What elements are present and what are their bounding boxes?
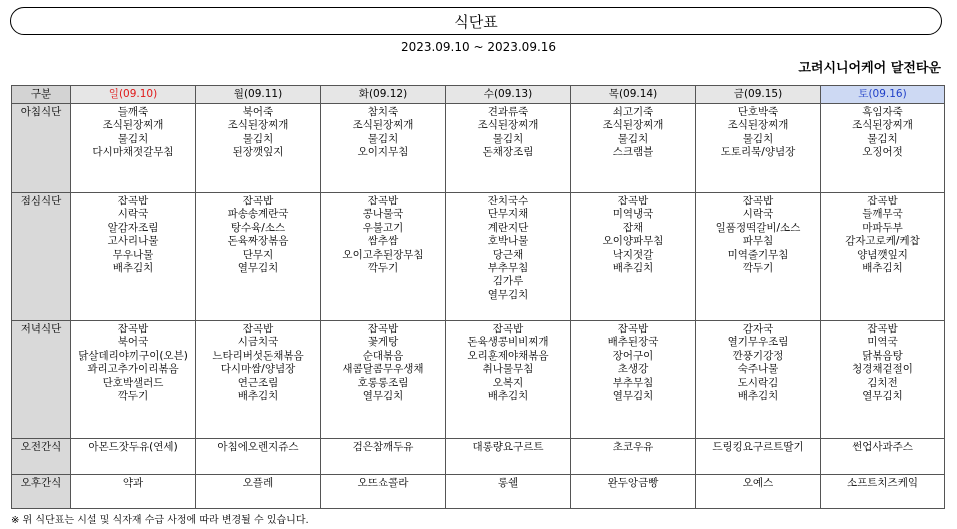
menu-item: 참치죽	[367, 106, 399, 118]
menu-item: 호롱롱조림	[357, 376, 409, 389]
meal-label: 오전간식	[12, 439, 71, 475]
day-name: 토	[858, 87, 869, 100]
menu-item: 오이양파무침	[602, 235, 664, 248]
day-date: (09.15)	[743, 87, 783, 100]
menu-item: 물김치	[492, 132, 524, 145]
menu-item: 열기무우조림	[727, 336, 789, 349]
menu-item: 오리훈제야채볶음	[467, 349, 549, 362]
menu-item: 미역냉국	[612, 208, 654, 221]
menu-item: 오징어젓	[862, 146, 903, 159]
menu-table	[11, 85, 945, 509]
facility-name: 고려시니어케어 달전타운	[798, 61, 941, 76]
dinner-row	[12, 321, 945, 439]
menu-item: 감자고로케/케찹	[845, 235, 920, 248]
menu-cell	[321, 321, 446, 439]
menu-item: 시락국	[117, 208, 149, 221]
menu-cell	[446, 193, 571, 321]
menu-item: 완두앙금빵	[607, 477, 659, 489]
menu-item: 돈육생콩비비찌개	[467, 336, 549, 349]
menu-item: 초생강	[617, 363, 649, 376]
meal-label: 저녁식단	[12, 321, 71, 439]
menu-item: 단호박죽	[737, 106, 779, 118]
menu-item: 순대볶음	[362, 349, 404, 362]
menu-item: 물김치	[742, 132, 774, 145]
day-date: (09.10)	[118, 87, 158, 100]
menu-item: 초코우유	[612, 441, 654, 453]
menu-item: 잡곡밥	[242, 195, 274, 207]
menu-item: 쇠고기죽	[612, 106, 654, 118]
menu-item: 배추김치	[487, 390, 529, 403]
menu-item: 북어국	[117, 336, 149, 349]
menu-item: 쌈추쌈	[367, 235, 399, 248]
menu-item: 오뜨쇼콜라	[357, 477, 409, 489]
menu-item: 단호박샐러드	[102, 376, 164, 389]
menu-item: 잡곡밥	[367, 195, 399, 207]
menu-item: 잡곡밥	[867, 323, 898, 335]
menu-item: 잔치국수	[487, 195, 529, 207]
menu-item: 파송송계란국	[227, 208, 289, 221]
menu-item: 단무지	[242, 248, 274, 261]
menu-item: 썬업사과주스	[852, 441, 913, 453]
menu-item: 물김치	[367, 132, 399, 145]
menu-item: 부추무침	[612, 376, 654, 389]
menu-cell	[696, 321, 821, 439]
menu-item: 낙지젓갈	[612, 248, 654, 261]
menu-item: 단무지채	[487, 208, 529, 221]
menu-item: 들깨무국	[862, 208, 903, 221]
menu-item: 열무김치	[362, 390, 404, 403]
menu-item: 조식된장찌개	[727, 119, 789, 132]
menu-item: 다시마채젓갈무침	[92, 146, 174, 159]
day-header-wed	[446, 86, 571, 104]
menu-cell	[446, 321, 571, 439]
day-name: 화	[358, 87, 369, 100]
menu-item: 김치전	[867, 376, 898, 389]
day-name: 금	[733, 87, 744, 100]
day-header-tue	[321, 86, 446, 104]
menu-cell	[696, 104, 821, 193]
menu-item: 아침에오렌지쥬스	[217, 441, 299, 453]
menu-item: 열무김치	[612, 390, 654, 403]
menu-item: 취나물무침	[482, 363, 534, 376]
menu-cell	[196, 193, 321, 321]
menu-item: 시락국	[742, 208, 774, 221]
day-name: 목	[608, 87, 619, 100]
menu-cell	[571, 475, 696, 509]
menu-item: 무우나물	[112, 248, 154, 261]
menu-cell	[571, 439, 696, 475]
menu-item: 꽈리고추가이리볶음	[87, 363, 179, 376]
menu-cell	[446, 439, 571, 475]
menu-item: 깍두기	[117, 390, 149, 403]
day-date: (09.16)	[868, 87, 907, 100]
menu-item: 파무침	[742, 235, 774, 248]
header-row	[12, 86, 945, 104]
menu-item: 잡곡밥	[117, 323, 149, 335]
menu-item: 고사리나물	[107, 235, 159, 248]
menu-item: 견과류죽	[487, 106, 529, 118]
menu-item: 꽃게탕	[367, 336, 399, 349]
menu-item: 오이지무침	[357, 146, 409, 159]
menu-cell	[71, 193, 196, 321]
menu-item: 연근조림	[237, 376, 279, 389]
menu-cell	[71, 321, 196, 439]
menu-cell	[71, 475, 196, 509]
menu-item: 오플레	[242, 477, 274, 489]
menu-item: 돈채장조림	[482, 146, 534, 159]
day-date: (09.14)	[618, 87, 658, 100]
menu-cell	[196, 104, 321, 193]
category-header: 구분	[12, 86, 71, 104]
day-name: 수	[483, 87, 494, 100]
menu-cell	[71, 439, 196, 475]
menu-item: 깐풍기강정	[732, 349, 784, 362]
menu-item: 조식된장찌개	[852, 119, 913, 132]
meal-label: 점심식단	[12, 193, 71, 321]
day-header-fri	[696, 86, 821, 104]
menu-item: 콩나물국	[362, 208, 404, 221]
day-header-sun	[71, 86, 196, 104]
menu-cell	[321, 475, 446, 509]
menu-item: 닭살데리야끼구이(오븐)	[78, 349, 188, 362]
day-header-thu	[571, 86, 696, 104]
menu-cell	[321, 193, 446, 321]
menu-item: 잡곡밥	[367, 323, 399, 335]
menu-item: 우불고기	[362, 221, 404, 234]
menu-item: 배추김치	[112, 262, 154, 275]
menu-item: 조식된장찌개	[477, 119, 539, 132]
menu-item: 아몬드잣두유(연세)	[88, 441, 178, 453]
menu-item: 오예스	[742, 477, 774, 489]
menu-cell	[696, 475, 821, 509]
menu-item: 물김치	[867, 132, 898, 145]
menu-item: 조식된장찌개	[102, 119, 164, 132]
menu-cell	[321, 439, 446, 475]
day-header-mon	[196, 86, 321, 104]
title-box	[10, 7, 942, 35]
menu-cell	[821, 193, 945, 321]
menu-item: 당근채	[492, 248, 524, 261]
menu-item: 잡곡밥	[617, 323, 649, 335]
menu-item: 조식된장찌개	[352, 119, 414, 132]
menu-cell	[446, 104, 571, 193]
menu-cell	[821, 475, 945, 509]
menu-item: 양념깻잎지	[857, 248, 908, 261]
menu-item: 북어죽	[242, 106, 274, 118]
menu-item: 느타리버섯돈채볶음	[212, 349, 304, 362]
menu-cell	[571, 321, 696, 439]
menu-item: 약과	[122, 477, 144, 489]
menu-item: 청경채겉절이	[852, 363, 913, 376]
menu-item: 롱쉘	[497, 477, 519, 489]
menu-cell	[696, 439, 821, 475]
menu-cell	[571, 104, 696, 193]
day-date: (09.11)	[243, 87, 283, 100]
menu-item: 탕수육/소스	[230, 221, 286, 234]
menu-cell	[196, 475, 321, 509]
menu-item: 배추김치	[612, 262, 654, 275]
menu-item: 마파두부	[862, 221, 903, 234]
menu-item: 물김치	[242, 132, 274, 145]
menu-item: 숙주나물	[737, 363, 779, 376]
menu-item: 잡곡밥	[867, 195, 898, 207]
menu-item: 스크램블	[612, 146, 654, 159]
menu-item: 배추김치	[737, 390, 779, 403]
menu-item: 깍두기	[742, 262, 774, 275]
menu-item: 도시락김	[737, 376, 779, 389]
menu-item: 미역국	[867, 336, 898, 349]
menu-item: 감자국	[742, 323, 774, 335]
meal-label: 아침식단	[12, 104, 71, 193]
day-name: 월	[233, 87, 244, 100]
menu-item: 열무김치	[237, 262, 279, 275]
date-range: 2023.09.10 ~ 2023.09.16	[400, 40, 557, 54]
menu-cell	[821, 321, 945, 439]
menu-cell	[196, 321, 321, 439]
menu-item: 알감자조림	[107, 221, 159, 234]
menu-cell	[821, 439, 945, 475]
day-header-sat	[821, 86, 945, 104]
menu-cell	[196, 439, 321, 475]
menu-item: 배추된장국	[607, 336, 659, 349]
menu-item: 조식된장찌개	[227, 119, 289, 132]
menu-cell	[821, 104, 945, 193]
menu-item: 대롱량요구르트	[472, 441, 544, 453]
menu-item: 소프트치즈케잌	[846, 477, 918, 489]
menu-cell	[571, 193, 696, 321]
menu-cell	[71, 104, 196, 193]
day-date: (09.12)	[368, 87, 408, 100]
menu-item: 잡곡밥	[742, 195, 774, 207]
pm-snack-row	[12, 475, 945, 509]
menu-item: 잡채	[622, 221, 644, 234]
menu-cell	[696, 193, 821, 321]
menu-item: 물김치	[117, 132, 149, 145]
page-title: 식단표	[454, 12, 498, 31]
menu-item: 된장깻잎지	[232, 146, 284, 159]
menu-cell	[446, 475, 571, 509]
menu-item: 깍두기	[367, 262, 399, 275]
menu-item: 부추무침	[487, 262, 529, 275]
menu-item: 돈육짜장볶음	[227, 235, 289, 248]
menu-item: 검은참깨두유	[352, 441, 414, 453]
menu-item: 도토리묵/양념장	[720, 146, 796, 159]
menu-item: 장어구이	[612, 349, 654, 362]
menu-item: 시금치국	[237, 336, 279, 349]
day-date: (09.13)	[493, 87, 533, 100]
menu-item: 물김치	[617, 132, 649, 145]
menu-item: 계란지단	[487, 221, 529, 234]
menu-item: 잡곡밥	[617, 195, 649, 207]
breakfast-row	[12, 104, 945, 193]
day-name: 일	[108, 87, 119, 100]
lunch-row	[12, 193, 945, 321]
menu-item: 오복지	[492, 376, 524, 389]
menu-item: 다시마쌈/양념장	[220, 363, 296, 376]
meal-label: 오후간식	[12, 475, 71, 509]
menu-item: 열무김치	[487, 288, 529, 301]
menu-item: 잡곡밥	[242, 323, 274, 335]
menu-item: 미역줄기무침	[727, 248, 789, 261]
menu-item: 들깨죽	[117, 106, 149, 118]
menu-item: 드링킹요구르트딸기	[712, 441, 804, 453]
menu-item: 배추김치	[237, 390, 279, 403]
footnote: ※ 위 식단표는 시설 및 식자재 수급 사정에 따라 변경될 수 있습니다.	[11, 515, 309, 526]
menu-item: 잡곡밥	[117, 195, 149, 207]
menu-cell	[321, 104, 446, 193]
menu-item: 열무김치	[862, 390, 903, 403]
menu-item: 오이고추된장무침	[342, 248, 424, 261]
menu-item: 일품정떡갈비/소스	[715, 221, 801, 234]
menu-item: 호박나물	[487, 235, 529, 248]
menu-item: 잡곡밥	[492, 323, 524, 335]
menu-item: 배추김치	[862, 262, 903, 275]
menu-item: 흑임자죽	[862, 106, 903, 118]
menu-item: 닭볶음탕	[862, 349, 903, 362]
menu-item: 김가루	[492, 275, 524, 288]
am-snack-row	[12, 439, 945, 475]
menu-item: 조식된장찌개	[602, 119, 664, 132]
menu-item: 새콤달콤무우생채	[342, 363, 424, 376]
